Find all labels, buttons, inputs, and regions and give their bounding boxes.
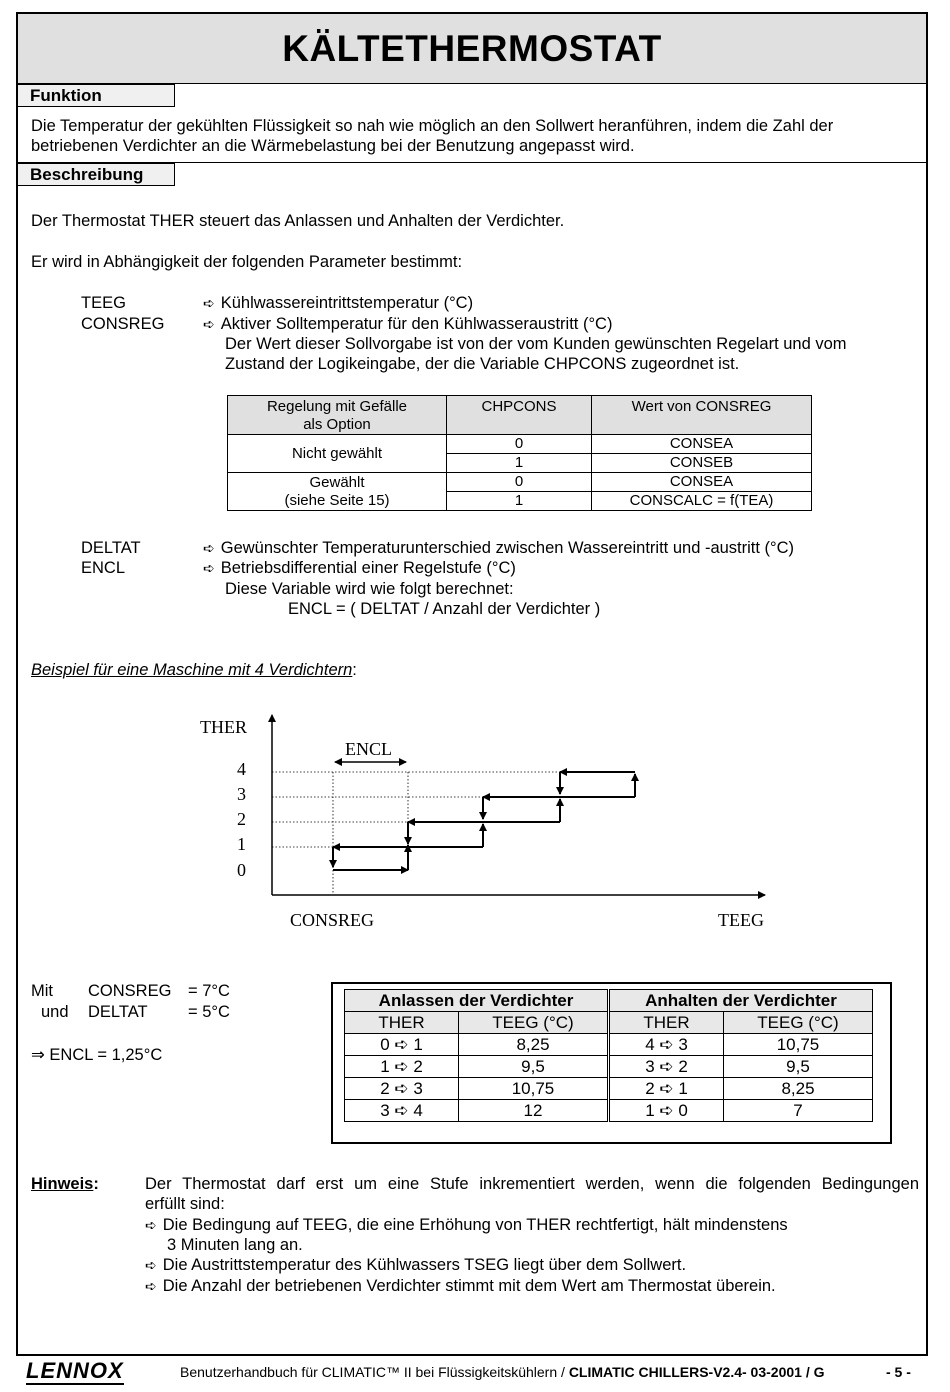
hinweis-item: ➪ Die Austrittstemperatur des Kühlwassers TSEG liegt über dem Sollwert.	[145, 1256, 687, 1274]
table-cell: CONSEA	[592, 435, 812, 454]
table-header: Regelung mit Gefälle als Option	[228, 396, 447, 435]
param-name: TEEG	[81, 294, 126, 312]
y-tick-label: 3	[237, 784, 246, 804]
section-label-funktion: Funktion	[18, 84, 175, 107]
table-row: 2 ➪ 3 10,75	[345, 1078, 608, 1100]
page-number: - 5 -	[886, 1364, 911, 1380]
table-row: 1 ➪ 0 7	[610, 1100, 873, 1122]
param-name: CONSREG	[81, 315, 165, 333]
encl-label: ENCL	[345, 739, 392, 759]
given-mit: Mit	[31, 982, 53, 1000]
thermostat-diagram	[195, 705, 785, 940]
column-header: THER	[610, 1012, 724, 1034]
funktion-text-line2: betriebenen Verdichter an die Wärmebelastung bei der Benutzung angepasst wird.	[31, 137, 635, 155]
table-title: Anhalten der Verdichter	[610, 990, 873, 1012]
param-desc: ➪ Kühlwassereintrittstemperatur (°C)	[203, 294, 474, 312]
table-cell: 1	[447, 492, 592, 511]
table-row: 2 ➪ 1 8,25	[610, 1078, 873, 1100]
hinweis-item-continued: 3 Minuten lang an.	[167, 1236, 303, 1254]
page-title: KÄLTETHERMOSTAT	[16, 12, 928, 84]
x-origin-label: CONSREG	[290, 910, 375, 930]
encl-result: ⇒ ENCL = 1,25°C	[31, 1046, 163, 1064]
encl-formula: ENCL = ( DELTAT / Anzahl der Verdichter )	[288, 600, 601, 618]
column-header: THER	[345, 1012, 459, 1034]
given-consreg: CONSREG	[88, 982, 172, 1000]
consreg-table	[227, 395, 812, 511]
table-row: 0 ➪ 1 8,25	[345, 1034, 608, 1056]
hinweis-item: ➪ Die Bedingung auf TEEG, die eine Erhöhung von THER rechtfertigt, hält mindenstens	[145, 1216, 788, 1234]
table-header: Wert von CONSREG	[592, 396, 812, 435]
param-desc: ➪ Betriebsdifferential einer Regelstufe (°C)	[203, 559, 516, 577]
consreg-note-line1: Der Wert dieser Sollvorgabe ist von der vom Kunden gewünschten Regelart und vom	[225, 335, 847, 353]
example-title: Beispiel für eine Maschine mit 4 Verdichtern:	[31, 661, 357, 679]
stop-table	[609, 989, 873, 1122]
table-cell: 1	[447, 454, 592, 473]
arrow-icon: ➪	[203, 316, 215, 332]
lennox-logo: LENNOX	[26, 1358, 124, 1383]
table-cell: CONSEB	[592, 454, 812, 473]
y-axis-label: THER	[200, 717, 247, 737]
arrow-icon: ➪	[203, 295, 215, 311]
y-tick-label: 2	[237, 809, 246, 829]
start-table	[344, 989, 608, 1122]
consreg-note-line2: Zustand der Logikeingabe, der die Variable CHPCONS zugeordnet ist.	[225, 355, 740, 373]
table-cell: Gewählt (siehe Seite 15)	[228, 473, 447, 511]
table-cell: CONSCALC = f(TEA)	[592, 492, 812, 511]
funktion-text-line1: Die Temperatur der gekühlten Flüssigkeit so nah wie möglich an den Sollwert heranführen, indem die Zahl der	[31, 117, 834, 135]
table-header: CHPCONS	[447, 396, 592, 435]
arrow-icon: ➪	[145, 1217, 157, 1233]
column-header: TEEG (°C)	[459, 1012, 608, 1034]
param-desc: ➪ Gewünschter Temperaturunterschied zwischen Wassereintritt und -austritt (°C)	[203, 539, 795, 557]
given-consreg-value: = 7°C	[188, 982, 230, 1000]
guide-lines	[272, 772, 635, 895]
table-row: 3 ➪ 2 9,5	[610, 1056, 873, 1078]
table-cell: CONSEA	[592, 473, 812, 492]
section-label-beschreibung: Beschreibung	[18, 163, 175, 186]
y-tick-label: 4	[237, 759, 246, 779]
column-header: TEEG (°C)	[724, 1012, 873, 1034]
x-axis-label: TEEG	[718, 910, 764, 930]
beschreibung-p2: Er wird in Abhängigkeit der folgenden Parameter bestimmt:	[31, 253, 463, 271]
y-tick-label: 0	[237, 860, 246, 880]
given-deltat: DELTAT	[88, 1003, 148, 1021]
table-cell: Nicht gewählt	[228, 435, 447, 473]
table-title: Anlassen der Verdichter	[345, 990, 608, 1012]
arrow-icon: ➪	[145, 1257, 157, 1273]
given-deltat-value: = 5°C	[188, 1003, 230, 1021]
hinweis-item: ➪ Die Anzahl der betriebenen Verdichter stimmt mit dem Wert am Thermostat überein.	[145, 1277, 776, 1295]
hinweis-intro-line2: erfüllt sind:	[145, 1195, 225, 1213]
arrow-icon: ➪	[203, 540, 215, 556]
hinweis-label: Hinweis:	[31, 1175, 99, 1193]
table-cell: 0	[447, 473, 592, 492]
y-tick-label: 1	[237, 834, 246, 854]
given-und: und	[41, 1003, 69, 1021]
table-row: 4 ➪ 3 10,75	[610, 1034, 873, 1056]
table-cell: 0	[447, 435, 592, 454]
arrow-icon: ➪	[145, 1278, 157, 1294]
param-name: ENCL	[81, 559, 126, 577]
beschreibung-p1: Der Thermostat THER steuert das Anlassen und Anhalten der Verdichter.	[31, 212, 565, 230]
param-name: DELTAT	[81, 539, 141, 557]
table-row: 1 ➪ 2 9,5	[345, 1056, 608, 1078]
encl-note-line1: Diese Variable wird wie folgt berechnet:	[225, 580, 514, 598]
arrow-icon: ➪	[203, 560, 215, 576]
param-desc: ➪ Aktiver Solltemperatur für den Kühlwasseraustritt (°C)	[203, 315, 613, 333]
table-row: 3 ➪ 4 12	[345, 1100, 608, 1122]
hinweis-intro-line1: Der Thermostat darf erst um eine Stufe inkrementiert werden, wenn die folgenden Bedingungen	[145, 1175, 919, 1193]
footer-text: Benutzerhandbuch für CLIMATIC™ II bei Flüssigkeitskühlern / CLIMATIC CHILLERS-V2.4- 03-2001 / G	[180, 1364, 825, 1380]
hysteresis-curve	[333, 772, 635, 870]
